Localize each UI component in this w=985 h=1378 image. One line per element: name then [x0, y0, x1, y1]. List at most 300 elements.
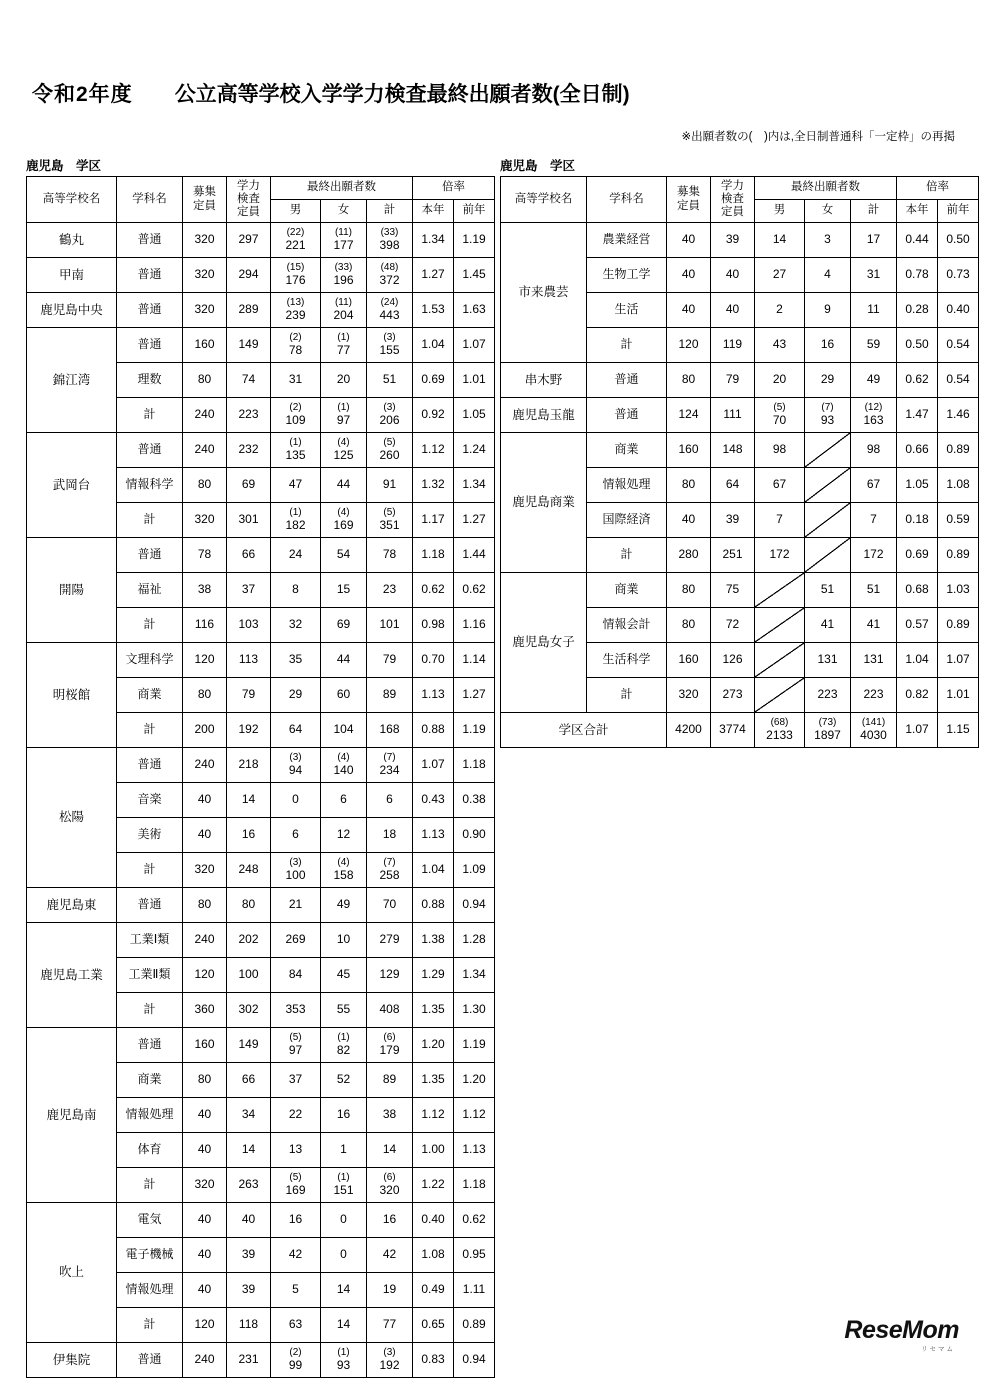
col-last-year: 前年	[938, 200, 979, 223]
cell-female: 0	[321, 1203, 367, 1238]
cell-quota: 320	[183, 258, 227, 293]
cell-last-year: 1.01	[454, 363, 495, 398]
left-table-body	[27, 223, 495, 1378]
col-this-year: 本年	[897, 200, 938, 223]
cell-subject: 普通	[117, 433, 183, 468]
cell-this-year: 0.82	[897, 678, 938, 713]
cell-total: 77	[367, 1308, 413, 1343]
cell-male	[271, 1168, 321, 1203]
cell-male: 47	[271, 468, 321, 503]
cell-subject: 計	[117, 398, 183, 433]
table-row	[501, 398, 979, 433]
district-label-right: 鹿児島 学区	[500, 159, 576, 173]
cell-female: 41	[805, 608, 851, 643]
cell-last-year: 1.07	[454, 328, 495, 363]
cell-last-year: 1.19	[454, 713, 495, 748]
cell-exam: 113	[227, 643, 271, 678]
cell-male-value: 99	[288, 1357, 303, 1372]
cell-total: 51	[851, 573, 897, 608]
cell-female-reissue: (4)	[337, 857, 350, 869]
cell-male: 22	[271, 1098, 321, 1133]
cell-quota: 240	[183, 748, 227, 783]
cell-male: 37	[271, 1063, 321, 1098]
cell-total-reissue: (24)	[380, 297, 399, 309]
cell-male: 67	[755, 468, 805, 503]
cell-male: 172	[755, 538, 805, 573]
cell-female-reissue: (4)	[337, 507, 350, 519]
cell-last-year: 0.54	[938, 328, 979, 363]
cell-this-year: 1.07	[413, 748, 454, 783]
col-quota: 募集 定員	[183, 177, 227, 223]
cell-subject: 電子機械	[117, 1238, 183, 1273]
cell-this-year: 0.69	[897, 538, 938, 573]
cell-female: 9	[805, 293, 851, 328]
cell-exam: 66	[227, 538, 271, 573]
cell-total: 91	[367, 468, 413, 503]
cell-female	[805, 433, 851, 468]
cell-subject: 普通	[117, 538, 183, 573]
cell-exam: 37	[227, 573, 271, 608]
cell-total	[367, 853, 413, 888]
cell-this-year: 0.62	[413, 573, 454, 608]
cell-quota: 40	[667, 293, 711, 328]
col-exam: 学力 検査 定員	[227, 177, 271, 223]
cell-female	[321, 328, 367, 363]
cell-this-year: 1.35	[413, 993, 454, 1028]
col-school: 高等学校名	[501, 177, 587, 223]
cell-exam: 103	[227, 608, 271, 643]
cell-this-year: 1.20	[413, 1028, 454, 1063]
cell-subject: 情報処理	[117, 1098, 183, 1133]
cell-total: 101	[367, 608, 413, 643]
cell-subject: 体育	[117, 1133, 183, 1168]
col-exam: 学力 検査 定員	[711, 177, 755, 223]
cell-last-year: 0.89	[454, 1308, 495, 1343]
cell-male-value: 109	[285, 412, 306, 427]
table-row	[501, 433, 979, 468]
cell-total-value: 234	[379, 762, 400, 777]
cell-exam: 75	[711, 573, 755, 608]
cell-exam: 202	[227, 923, 271, 958]
cell-this-year: 1.04	[897, 643, 938, 678]
cell-this-year: 1.04	[413, 853, 454, 888]
cell-total-this-year: 1.07	[897, 713, 938, 748]
cell-female: 20	[321, 363, 367, 398]
cell-this-year: 1.38	[413, 923, 454, 958]
cell-male-value: 100	[285, 867, 306, 882]
cell-subject: 文理科学	[117, 643, 183, 678]
cell-female	[805, 468, 851, 503]
cell-exam: 16	[227, 818, 271, 853]
cell-female	[321, 1028, 367, 1063]
applicants-table-left	[26, 176, 495, 1378]
cell-male: 63	[271, 1308, 321, 1343]
cell-this-year: 0.88	[413, 888, 454, 923]
cell-subject: 情報処理	[587, 468, 667, 503]
cell-total-value: 260	[379, 447, 400, 462]
cell-exam: 40	[711, 293, 755, 328]
col-quota: 募集 定員	[667, 177, 711, 223]
cell-last-year: 0.38	[454, 783, 495, 818]
cell-male	[271, 433, 321, 468]
cell-last-year: 1.30	[454, 993, 495, 1028]
col-female: 女	[321, 200, 367, 223]
cell-female-reissue: (1)	[337, 1172, 350, 1184]
district-total-row	[501, 713, 979, 748]
cell-male-value: 70	[772, 412, 787, 427]
cell-male	[271, 293, 321, 328]
cell-subject: 計	[117, 503, 183, 538]
cell-male: 13	[271, 1133, 321, 1168]
cell-last-year: 0.90	[454, 818, 495, 853]
cell-last-year: 0.59	[938, 503, 979, 538]
cell-this-year: 0.28	[897, 293, 938, 328]
cell-school: 錦江湾	[27, 328, 117, 433]
cell-total-total-value: 4030	[860, 727, 887, 742]
cell-last-year: 1.13	[454, 1133, 495, 1168]
cell-male	[271, 328, 321, 363]
cell-quota: 80	[183, 678, 227, 713]
col-subject: 学科名	[117, 177, 183, 223]
table-row	[27, 1343, 495, 1378]
col-male: 男	[271, 200, 321, 223]
cell-female-reissue: (7)	[821, 402, 834, 414]
cell-male-reissue: (22)	[286, 227, 305, 239]
cell-subject: 音楽	[117, 783, 183, 818]
table-row	[501, 363, 979, 398]
cell-female-reissue: (33)	[334, 262, 353, 274]
cell-female-value: 77	[336, 342, 351, 357]
cell-subject: 計	[587, 328, 667, 363]
footnote: ※出願者数の( )内は,全日制普通科「一定枠」の再掲	[681, 131, 955, 143]
cell-total: 79	[367, 643, 413, 678]
cell-exam: 223	[227, 398, 271, 433]
cell-school: 鹿児島中央	[27, 293, 117, 328]
cell-female	[805, 398, 851, 433]
cell-quota: 40	[183, 1203, 227, 1238]
col-total: 計	[851, 200, 897, 223]
cell-this-year: 0.78	[897, 258, 938, 293]
cell-quota: 80	[667, 468, 711, 503]
col-total: 計	[367, 200, 413, 223]
cell-female: 12	[321, 818, 367, 853]
cell-total: 279	[367, 923, 413, 958]
cell-this-year: 0.83	[413, 1343, 454, 1378]
cell-male: 5	[271, 1273, 321, 1308]
cell-male: 42	[271, 1238, 321, 1273]
cell-school: 吹上	[27, 1203, 117, 1343]
cell-exam: 148	[711, 433, 755, 468]
cell-female: 44	[321, 468, 367, 503]
cell-male: 43	[755, 328, 805, 363]
cell-last-year: 0.94	[454, 888, 495, 923]
cell-exam: 14	[227, 1133, 271, 1168]
cell-total-value: 192	[379, 1357, 400, 1372]
col-school: 高等学校名	[27, 177, 117, 223]
cell-exam: 39	[227, 1273, 271, 1308]
cell-quota: 40	[667, 258, 711, 293]
cell-subject: 普通	[117, 888, 183, 923]
cell-total: 129	[367, 958, 413, 993]
cell-female	[321, 398, 367, 433]
cell-subject: 電気	[117, 1203, 183, 1238]
cell-total-reissue: (7)	[383, 857, 396, 869]
district-label-left: 鹿児島 学区	[26, 159, 102, 173]
cell-female: 15	[321, 573, 367, 608]
table-row	[27, 1203, 495, 1238]
cell-exam: 248	[227, 853, 271, 888]
cell-exam: 192	[227, 713, 271, 748]
cell-total: 51	[367, 363, 413, 398]
cell-male: 24	[271, 538, 321, 573]
cell-last-year: 1.44	[454, 538, 495, 573]
cell-quota: 160	[667, 643, 711, 678]
cell-quota: 320	[183, 503, 227, 538]
cell-this-year: 0.18	[897, 503, 938, 538]
cell-subject: 計	[587, 538, 667, 573]
cell-female-value: 93	[336, 1357, 351, 1372]
cell-male-value: 135	[285, 447, 306, 462]
cell-female: 29	[805, 363, 851, 398]
cell-total: 223	[851, 678, 897, 713]
cell-this-year: 0.70	[413, 643, 454, 678]
cell-male	[755, 643, 805, 678]
cell-male: 20	[755, 363, 805, 398]
cell-female: 44	[321, 643, 367, 678]
cell-total: 67	[851, 468, 897, 503]
cell-female: 6	[321, 783, 367, 818]
cell-male	[271, 748, 321, 783]
cell-female	[321, 1343, 367, 1378]
cell-female-value: 158	[333, 867, 354, 882]
cell-total: 6	[367, 783, 413, 818]
cell-this-year: 1.35	[413, 1063, 454, 1098]
cell-quota: 40	[183, 1238, 227, 1273]
cell-last-year: 0.89	[938, 608, 979, 643]
cell-total	[367, 1028, 413, 1063]
cell-male: 29	[271, 678, 321, 713]
cell-this-year: 0.40	[413, 1203, 454, 1238]
cell-this-year: 1.00	[413, 1133, 454, 1168]
cell-last-year: 1.11	[454, 1273, 495, 1308]
cell-male: 98	[755, 433, 805, 468]
cell-this-year: 1.53	[413, 293, 454, 328]
cell-total-value: 206	[379, 412, 400, 427]
cell-this-year: 1.29	[413, 958, 454, 993]
cell-male-value: 94	[288, 762, 303, 777]
cell-total-reissue: (48)	[380, 262, 399, 274]
cell-exam: 79	[227, 678, 271, 713]
cell-school: 開陽	[27, 538, 117, 643]
cell-female: 51	[805, 573, 851, 608]
cell-exam: 39	[227, 1238, 271, 1273]
cell-quota: 40	[667, 223, 711, 258]
cell-this-year: 1.13	[413, 818, 454, 853]
cell-total-male-reissue: (68)	[770, 717, 789, 729]
table-row	[27, 748, 495, 783]
cell-this-year: 1.12	[413, 433, 454, 468]
cell-school: 鶴丸	[27, 223, 117, 258]
cell-subject: 工業Ⅱ類	[117, 958, 183, 993]
cell-quota: 360	[183, 993, 227, 1028]
cell-last-year: 0.54	[938, 363, 979, 398]
cell-quota: 80	[183, 888, 227, 923]
cell-female	[321, 853, 367, 888]
cell-total-female-reissue: (73)	[818, 717, 837, 729]
cell-exam: 294	[227, 258, 271, 293]
cell-this-year: 0.66	[897, 433, 938, 468]
cell-exam: 273	[711, 678, 755, 713]
cell-total: 42	[367, 1238, 413, 1273]
cell-last-year: 1.27	[454, 678, 495, 713]
cell-subject: 生活	[587, 293, 667, 328]
cell-female: 52	[321, 1063, 367, 1098]
cell-last-year: 0.62	[454, 1203, 495, 1238]
cell-school: 松陽	[27, 748, 117, 888]
cell-female	[321, 433, 367, 468]
cell-this-year: 1.22	[413, 1168, 454, 1203]
cell-female: 69	[321, 608, 367, 643]
cell-female: 131	[805, 643, 851, 678]
cell-exam: 39	[711, 503, 755, 538]
cell-female: 14	[321, 1308, 367, 1343]
cell-female-value: 204	[333, 307, 354, 322]
table-row	[27, 223, 495, 258]
cell-total-value: 320	[379, 1182, 400, 1197]
cell-male	[271, 223, 321, 258]
cell-subject: 普通	[117, 223, 183, 258]
cell-female-value: 169	[333, 517, 354, 532]
cell-exam: 66	[227, 1063, 271, 1098]
cell-total: 31	[851, 258, 897, 293]
cell-quota: 80	[183, 468, 227, 503]
cell-total-reissue: (6)	[383, 1032, 396, 1044]
cell-last-year: 1.03	[938, 573, 979, 608]
cell-subject: 福祉	[117, 573, 183, 608]
resemom-logo-sub: リセマム	[921, 1346, 955, 1353]
cell-school: 串木野	[501, 363, 587, 398]
cell-exam: 218	[227, 748, 271, 783]
cell-last-year: 0.40	[938, 293, 979, 328]
cell-quota: 240	[183, 433, 227, 468]
cell-total-reissue: (5)	[383, 437, 396, 449]
cell-total-female-value: 1897	[814, 727, 841, 742]
col-this-year: 本年	[413, 200, 454, 223]
cell-quota: 280	[667, 538, 711, 573]
cell-male: 16	[271, 1203, 321, 1238]
applicants-table-right	[500, 176, 979, 748]
cell-female: 16	[805, 328, 851, 363]
cell-female-value: 151	[333, 1182, 354, 1197]
cell-male	[271, 1343, 321, 1378]
cell-total-value: 398	[379, 237, 400, 252]
cell-total-value: 351	[379, 517, 400, 532]
cell-last-year: 1.20	[454, 1063, 495, 1098]
col-applicants: 最終出願者数	[755, 177, 897, 200]
cell-last-year: 1.19	[454, 1028, 495, 1063]
cell-quota: 160	[183, 328, 227, 363]
cell-total-male-value: 2133	[766, 727, 793, 742]
cell-this-year: 0.50	[897, 328, 938, 363]
cell-subject: 普通	[117, 1028, 183, 1063]
cell-subject: 美術	[117, 818, 183, 853]
cell-exam: 232	[227, 433, 271, 468]
cell-quota: 240	[183, 923, 227, 958]
cell-male: 14	[755, 223, 805, 258]
cell-female: 16	[321, 1098, 367, 1133]
cell-quota: 320	[183, 223, 227, 258]
cell-exam: 301	[227, 503, 271, 538]
cell-subject: 情報科学	[117, 468, 183, 503]
cell-male	[271, 503, 321, 538]
cell-total-quota: 4200	[667, 713, 711, 748]
cell-male: 31	[271, 363, 321, 398]
cell-total: 16	[367, 1203, 413, 1238]
cell-female: 55	[321, 993, 367, 1028]
cell-male: 32	[271, 608, 321, 643]
cell-last-year: 1.05	[454, 398, 495, 433]
cell-quota: 40	[183, 1098, 227, 1133]
cell-female-value: 93	[820, 412, 835, 427]
cell-female-reissue: (1)	[337, 1347, 350, 1359]
cell-this-year: 0.65	[413, 1308, 454, 1343]
cell-female: 54	[321, 538, 367, 573]
cell-quota: 78	[183, 538, 227, 573]
table-row	[27, 328, 495, 363]
cell-this-year: 0.44	[897, 223, 938, 258]
cell-male: 64	[271, 713, 321, 748]
cell-subject: 情報処理	[117, 1273, 183, 1308]
cell-female: 45	[321, 958, 367, 993]
cell-this-year: 1.27	[413, 258, 454, 293]
cell-female-reissue: (1)	[337, 332, 350, 344]
cell-exam: 119	[711, 328, 755, 363]
cell-female	[805, 538, 851, 573]
cell-last-year: 1.09	[454, 853, 495, 888]
cell-female: 14	[321, 1273, 367, 1308]
cell-total: 70	[367, 888, 413, 923]
cell-total-label: 学区合計	[501, 713, 667, 748]
cell-male: 21	[271, 888, 321, 923]
cell-subject: 計	[117, 993, 183, 1028]
cell-female	[321, 293, 367, 328]
cell-total: 49	[851, 363, 897, 398]
cell-total: 11	[851, 293, 897, 328]
col-subject: 学科名	[587, 177, 667, 223]
cell-male-reissue: (15)	[286, 262, 305, 274]
cell-total	[367, 433, 413, 468]
cell-last-year: 0.50	[938, 223, 979, 258]
cell-exam: 72	[711, 608, 755, 643]
cell-last-year: 1.45	[454, 258, 495, 293]
cell-subject: 生物工学	[587, 258, 667, 293]
cell-subject: 普通	[117, 328, 183, 363]
cell-female-reissue: (1)	[337, 402, 350, 414]
cell-male-reissue: (1)	[289, 507, 302, 519]
cell-total	[367, 1343, 413, 1378]
cell-last-year: 0.89	[938, 538, 979, 573]
cell-this-year: 0.68	[897, 573, 938, 608]
cell-exam: 251	[711, 538, 755, 573]
cell-subject: 計	[117, 608, 183, 643]
cell-quota: 80	[667, 573, 711, 608]
col-last-year: 前年	[454, 200, 495, 223]
page-title	[32, 78, 630, 108]
cell-this-year: 1.12	[413, 1098, 454, 1133]
cell-male	[755, 678, 805, 713]
cell-school: 鹿児島女子	[501, 573, 587, 713]
cell-total: 89	[367, 1063, 413, 1098]
